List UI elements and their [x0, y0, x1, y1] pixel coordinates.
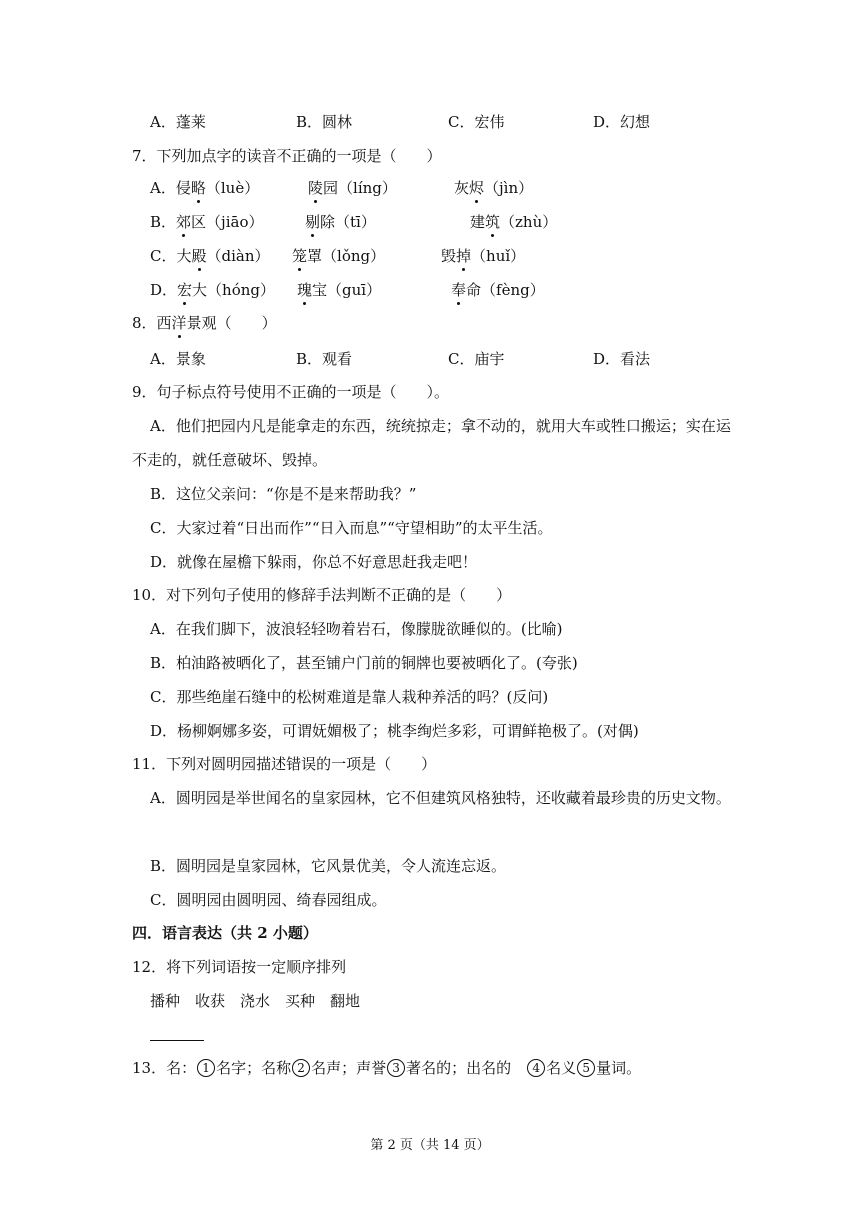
circled-number: 2 [292, 1059, 310, 1077]
q7-stem: 7．下列加点字的读音不正确的一项是（ ） [132, 147, 442, 165]
q7-c-item-3: 毁掉（huǐ） [441, 247, 526, 265]
q7-row-a: A．侵略（luè） [150, 179, 260, 197]
q6-option-a: A．蓬莱 [150, 113, 206, 131]
q10-stem: 10．对下列句子使用的修辞手法判断不正确的是（ ） [132, 586, 512, 604]
q7-b-item-2: 剔除（tī） [305, 213, 376, 231]
q7-row-c: C．大殿（diàn） [150, 247, 270, 265]
q7-d-item-2: 瑰宝（guī） [297, 281, 382, 299]
q9-option-c: C．大家过着“日出而作”“日入而息”“守望相助”的太平生活。 [150, 519, 553, 537]
option-label: A． [150, 179, 176, 197]
q8-stem: 8．西洋景观（ ） [132, 314, 277, 332]
q11-stem: 11．下列对圆明园描述错误的一项是（ ） [132, 755, 437, 773]
q10-option-c: C．那些绝崖石缝中的松树难道是靠人栽种养活的吗？(反问) [150, 688, 549, 706]
q9-option-d: D．就像在屋檐下躲雨，你总不好意思赶我走吧！ [150, 553, 478, 571]
q6-option-b: B．圆林 [296, 113, 353, 131]
q7-d-item-3: 奉命（fèng） [451, 281, 545, 299]
circled-number: 3 [387, 1059, 405, 1077]
circled-number: 5 [577, 1059, 595, 1077]
dotted-char: 洋 [171, 314, 187, 332]
dotted-char: 奉 [451, 281, 467, 299]
q8-option-c: C．庙宇 [448, 350, 505, 368]
option-label: C． [150, 247, 177, 265]
dotted-char: 殿 [191, 247, 207, 265]
q9-option-b: B．这位父亲问：“你是不是来帮助我？” [150, 485, 417, 503]
dotted-char: 陵 [308, 179, 324, 197]
q11-option-c: C．圆明园由圆明园、绮春园组成。 [150, 891, 387, 909]
dotted-char: 瑰 [297, 281, 313, 299]
q7-a-item-2: 陵园（líng） [308, 179, 397, 197]
section-heading: 四．语言表达（共 2 小题） [132, 924, 318, 942]
q13-line: 13．名： 1 名字；名称 2 名声；声誉 3 著名的；出名的 4 名义 5 量词。 [132, 1059, 642, 1077]
option-label: B． [150, 213, 177, 231]
dotted-char: 筑 [485, 213, 501, 231]
q7-b-item-3: 建筑（zhù） [470, 213, 558, 231]
dotted-char: 烬 [469, 179, 485, 197]
q10-option-b: B．柏油路被晒化了，甚至铺户门前的铜牌也要被晒化了。(夸张) [150, 654, 578, 672]
q6-option-d: D．幻想 [593, 113, 651, 131]
dotted-char: 掉 [456, 247, 472, 265]
option-label: D． [150, 281, 178, 299]
q11-option-a: A．圆明园是举世闻名的皇家园林，它不但建筑风格独特，还收藏着最珍贵的历史文物。 [150, 789, 731, 807]
dotted-char: 剔 [305, 213, 321, 231]
q12-words: 播种 收获 浇水 买种 翻地 [150, 992, 361, 1010]
q8-option-d: D．看法 [593, 350, 651, 368]
q12-stem: 12．将下列词语按一定顺序排列 [132, 958, 347, 976]
dotted-char: 宏 [177, 281, 193, 299]
q7-a-item-3: 灰烬（jìn） [454, 179, 534, 197]
dotted-char: 郊 [176, 213, 192, 231]
circled-number: 4 [527, 1059, 545, 1077]
answer-blank [150, 1040, 204, 1041]
q9-option-a: A．他们把园内凡是能拿走的东西，统统掠走；拿不动的，就用大车或牲口搬运；实在运 [150, 417, 731, 435]
q7-row-b: B．郊区（jiāo） [150, 213, 264, 231]
q6-option-c: C．宏伟 [448, 113, 505, 131]
page-footer: 第 2 页（共 14 页） [370, 1138, 490, 1153]
q10-option-d: D．杨柳婀娜多姿，可谓妩媚极了；桃李绚烂多彩，可谓鲜艳极了。(对偶) [150, 722, 639, 740]
dotted-char: 略 [190, 179, 206, 197]
q9-stem: 9．句子标点符号使用不正确的一项是（ ）。 [132, 383, 450, 401]
q9-option-a-cont: 不走的，就任意破坏、毁掉。 [132, 451, 328, 469]
q7-c-item-2: 笼罩（lǒng） [292, 247, 386, 265]
q10-option-a: A．在我们脚下，波浪轻轻吻着岩石，像朦胧欲睡似的。(比喻) [150, 620, 563, 638]
circled-number: 1 [197, 1059, 215, 1077]
q8-option-a: A．景象 [150, 350, 206, 368]
q8-option-b: B．观看 [296, 350, 353, 368]
q7-row-d: D．宏大（hóng） [150, 281, 276, 299]
q11-option-b: B．圆明园是皇家园林，它风景优美，令人流连忘返。 [150, 857, 507, 875]
dotted-char: 笼 [292, 247, 308, 265]
